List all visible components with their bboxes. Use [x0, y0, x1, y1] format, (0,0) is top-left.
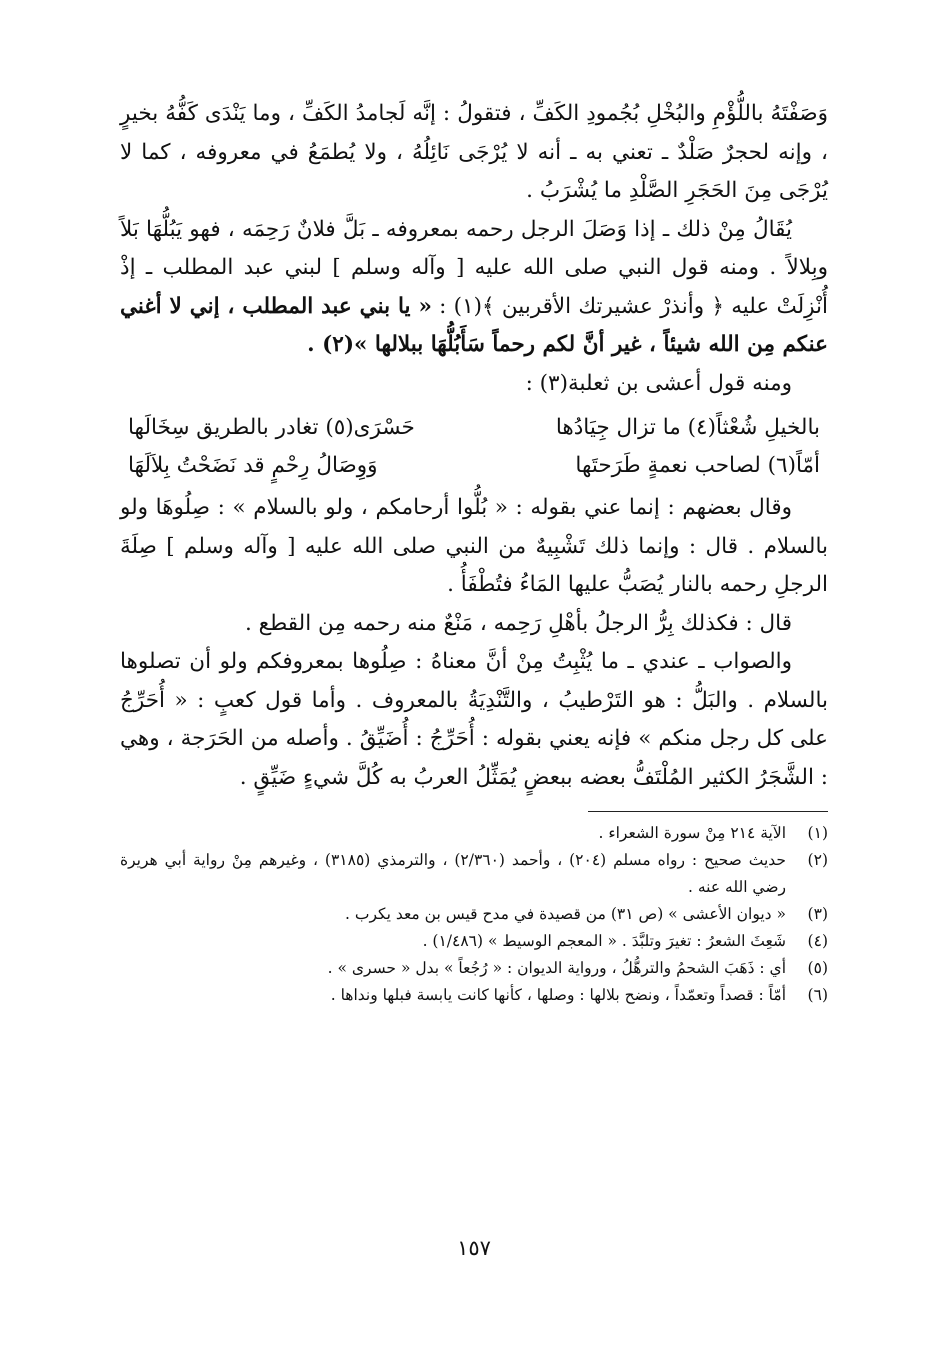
footnote-text: « ديوان الأعشى » (ص ٣١) من قصيدة في مدح قيس بن معد يكرب .: [345, 905, 786, 923]
footnote-text: حديث صحيح : رواه مسلم (٢٠٤) ، وأحمد (٢/٣٦٠) ، والترمذي (٣١٨٥) ، وغيرهم مِنْ رواية أبي هريرة رضي الله عنه .: [120, 851, 786, 896]
paragraph-3: وقال بعضهم : إنما عني بقوله : « بُلُّوا أرحامكم ، ولو بالسلام » : صِلُوهَا ولو بالسلام . قال : وإنما ذلك تَشْبِيهٌ من النبي صلى الله عليه [ وآله وسلم ] صِلَةَ الرجلِ رحمه بالنار يُصَبُّ عليها المَاءُ فتُطْفَأُ .: [120, 495, 828, 597]
footnote-number: (١): [807, 824, 828, 842]
footnote-number: (٢): [807, 851, 828, 869]
footnote-number: (٣): [807, 905, 828, 923]
footnote-1: [120, 820, 828, 847]
main-text: [120, 95, 828, 797]
poem-verse-2: [120, 447, 828, 485]
hadith-quote: « يا بني عبد المطلب ، إني لا أغني عنكم مِن الله شيئاً ، غير أنَّ لكم رحماً سَأَبُلُّهَا ببلالها »(٢) .: [120, 293, 828, 357]
poem-intro: ومنه قول أعشى بن ثعلبة(٣) :: [525, 370, 792, 396]
poem: [120, 409, 828, 485]
footnote-3: [120, 901, 828, 928]
paragraph-4: قال : فكذلك بِرُّ الرجلُ بأهْلِ رَحِمه ، مَنْعٌ منه رحمه مِن القطع .: [245, 610, 792, 636]
footnote-divider: [588, 811, 828, 812]
footnote-6: [120, 982, 828, 1009]
verse-1-first-hemistich: بالخيلِ شُعْثاً(٤) ما تزال جِيَادُها: [555, 415, 820, 440]
footnote-number: (٦): [807, 986, 828, 1004]
paragraph-2: [120, 211, 828, 365]
verse-2-second-hemistich: وَوِصَالُ رِحْمٍ قد نَضَحْتُ بِلاَلَهَا: [128, 453, 378, 478]
paragraph-2-text: يُقَالُ مِنْ ذلك ـ إذا وَصَلَ الرجل رحمه بمعروفه ـ بَلَّ فلانٌ رَحِمَه ، فهو يَبُلُّهَا بَلاً وبِلالاً . ومنه قول النبي صلى الله عليه [ وآله وسلم ] لبني عبد المطلب ـ إذْ أُنْزِلَتْ عليه ﴿ وأنذرْ عشيرتك الأقربين ﴾(١) :: [120, 216, 828, 319]
footnote-2: [120, 847, 828, 901]
paragraph-5: والصواب ـ عندي ـ ما يُثْبِتُ مِنْ أنَّ معناهُ : صِلُوها بمعروفكم ولو أن تصلوها بالسلام . والبَلُّ : هو التَرْطيبُ ، والتَّنْدِيَةُ بالمعروف . وأما قول كعبٍ : « أُحَرِّجُ على كل رجل منكم » فإنه يعني بقوله : أُحَرِّجُ : أُضَيِّقُ . وأصله من الحَرَجة ، وهي : الشَّجَرُ الكثير المُلْتَفُّ بعضه ببعضٍ يُمَثِّلُ العربُ به كُلَّ شيءٍ ضَيِّقٍ .: [120, 649, 828, 790]
paragraph-1: وَصَفْتَهُ باللُّؤْمِ والبُخْلِ بُجُمودِ الكَفِّ ، فتقولُ : إنَّه لَجامدُ الكَفِّ ، وما يَنْدَى كَفُّهُ بخيرٍ ، وإنه لحجرٌ صَلْدٌ ـ تعني به ـ أنه لا يُرْجَى نَائِلُهُ ، ولا يُطمَعُ في معروفه ، كما لا يُرْجَى مِنَ الحَجَرِ الصَّلْدِ ما يُشْرَبُ .: [120, 101, 828, 203]
verse-2-first-hemistich: أمّاً(٦) لصاحب نعمةٍ طَرَحتَها: [575, 453, 820, 478]
page-content: [120, 95, 828, 1009]
footnote-number: (٥): [807, 959, 828, 977]
footnote-text: الآية ٢١٤ مِنْ سورة الشعراء .: [598, 824, 786, 842]
poem-verse-1: [120, 409, 828, 447]
page-number: ١٥٧: [457, 1236, 491, 1260]
footnote-text: شَعِثَ الشعرُ : تغيرَ وتلبَّدَ . « المعجم الوسيط » (١/٤٨٦) .: [422, 932, 786, 950]
footnotes: [120, 820, 828, 1009]
verse-1-second-hemistich: حَسْرَى(٥) تغادر بالطريق سِخَالَها: [128, 415, 415, 440]
footnote-text: أي : ذَهَبَ الشحمُ والترهُّلُ ، ورواية الديوان : « رُجُعاً » بدل « حسرى » .: [327, 959, 786, 977]
footnote-4: [120, 928, 828, 955]
footnote-number: (٤): [807, 932, 828, 950]
footnote-text: أمّاً : قصداً وتعمّداً ، ونضح بلالها : وصلها ، كأنها كانت يابسة فبلها ونداها .: [330, 986, 786, 1004]
footnote-5: [120, 955, 828, 982]
